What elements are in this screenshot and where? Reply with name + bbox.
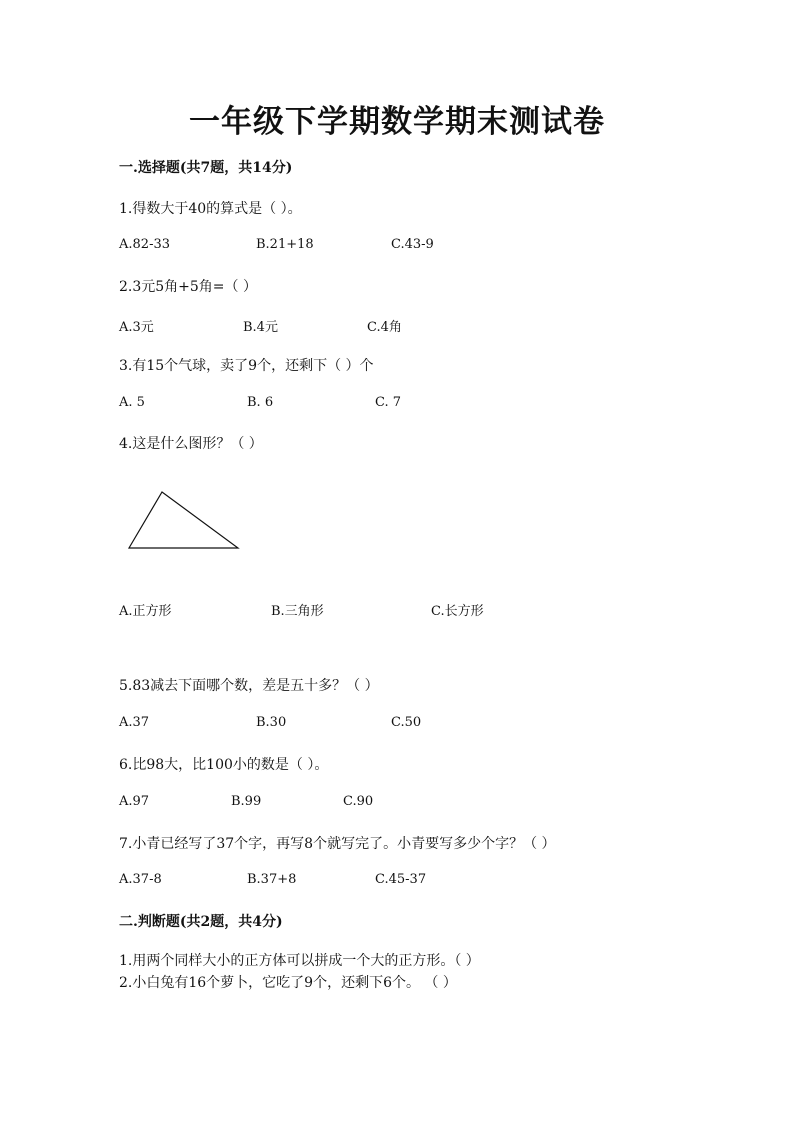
question-2-option-c: C.4角 — [367, 320, 402, 335]
question-3-option-b: B. 6 — [247, 395, 274, 410]
question-2-text: 2.3元5角+5角=（ ） — [119, 279, 257, 295]
question-3-option-c: C. 7 — [375, 395, 402, 410]
triangle-figure — [124, 489, 244, 553]
question-7-option-b: B.37+8 — [247, 872, 297, 887]
question-4-text: 4.这是什么图形？（ ） — [119, 436, 263, 452]
question-3-option-a: A. 5 — [119, 395, 145, 410]
question-1-option-b: B.21+18 — [256, 237, 314, 252]
question-7-text: 7.小青已经写了37个字，再写8个就写完了。小青要写多少个字？（ ） — [119, 836, 556, 852]
question-4-option-a: A.正方形 — [119, 604, 172, 619]
question-6-option-c: C.90 — [343, 794, 374, 809]
question-2-option-b: B.4元 — [243, 320, 278, 335]
question-7-option-a: A.37-8 — [119, 872, 162, 887]
question-4-option-c: C.长方形 — [431, 604, 484, 619]
triangle-shape — [129, 492, 238, 548]
judgement-question-2-text: 2.小白兔有16个萝卜，它吃了9个，还剩下6个。 （ ） — [119, 975, 457, 991]
judgement-question-1-text: 1.用两个同样大小的正方体可以拼成一个大的正方形。（ ） — [119, 953, 480, 969]
question-2-option-a: A.3元 — [119, 320, 154, 335]
question-5-option-b: B.30 — [256, 715, 287, 730]
question-1-option-c: C.43-9 — [391, 237, 434, 252]
question-5-text: 5.83减去下面哪个数，差是五十多？（ ） — [119, 678, 379, 694]
question-1-option-a: A.82-33 — [119, 237, 170, 252]
section-heading-judgement: 二.判断题(共2题，共4分) — [119, 914, 283, 930]
question-5-option-c: C.50 — [391, 715, 422, 730]
question-6-option-a: A.97 — [119, 794, 150, 809]
page-title: 一年级下学期数学期末测试卷 — [189, 104, 605, 140]
question-5-option-a: A.37 — [119, 715, 150, 730]
question-1-text: 1.得数大于40的算式是（ ）。 — [119, 201, 302, 217]
section-heading-choice: 一.选择题(共7题，共14分) — [119, 160, 293, 176]
question-6-text: 6.比98大，比100小的数是（ ）。 — [119, 757, 329, 773]
question-4-option-b: B.三角形 — [271, 604, 324, 619]
question-3-text: 3.有15个气球，卖了9个，还剩下（ ）个 — [119, 358, 374, 374]
question-7-option-c: C.45-37 — [375, 872, 427, 887]
question-6-option-b: B.99 — [231, 794, 262, 809]
